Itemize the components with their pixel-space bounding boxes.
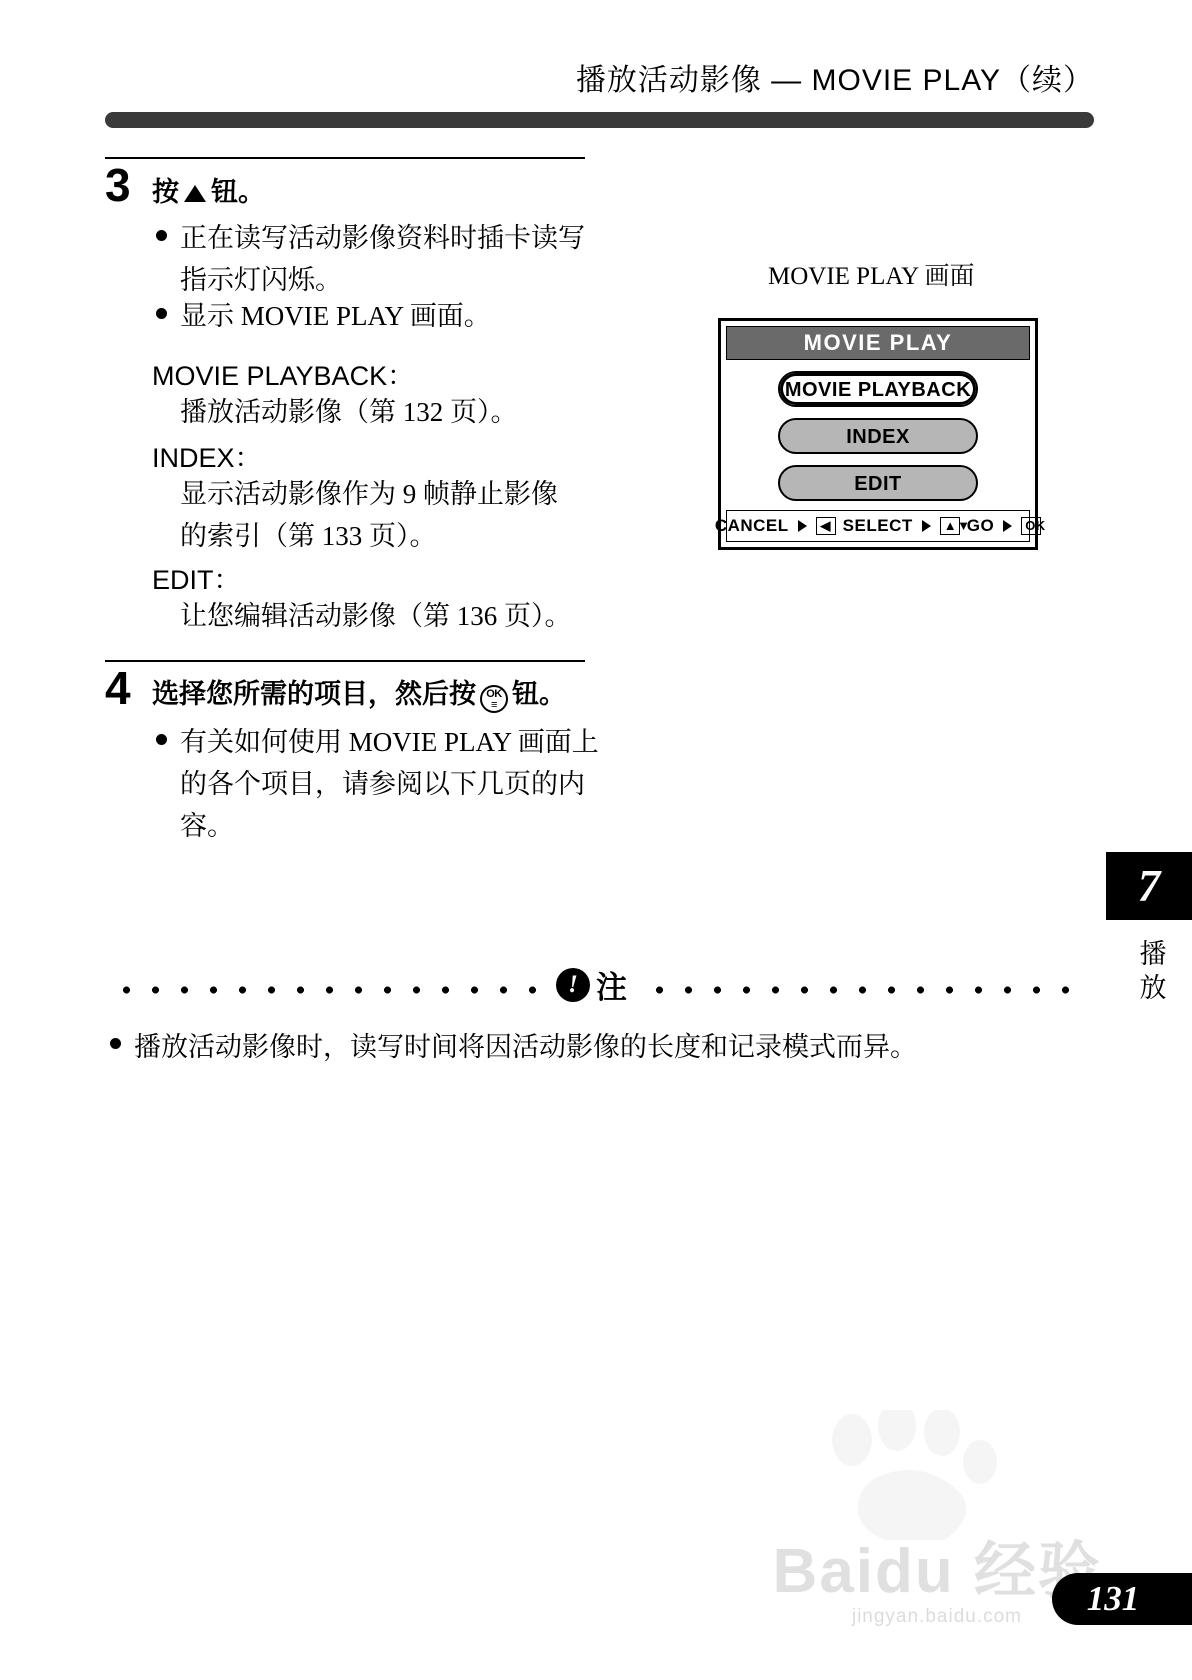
chapter-label: 播放 bbox=[1139, 939, 1167, 1003]
hint-go-key: OK bbox=[1021, 517, 1041, 535]
step4-number: 4 bbox=[105, 662, 131, 714]
step4-heading-pre: 选择您所需的项目，然后按 bbox=[152, 679, 476, 709]
note-dotted-left bbox=[112, 985, 542, 995]
lcd-footer-hints bbox=[714, 510, 1046, 542]
item-text-index-line2: 的索引（第 133 页）。 bbox=[180, 521, 437, 551]
step3-heading bbox=[152, 170, 265, 209]
arrow-right-icon bbox=[798, 520, 807, 532]
paw-watermark-icon bbox=[812, 1410, 1042, 1540]
item-text-edit: 让您编辑活动影像（第 136 页）。 bbox=[180, 601, 572, 631]
note-text-content: 播放活动影像时，读写时间将因活动影像的长度和记录模式而异。 bbox=[134, 1032, 917, 1062]
arrow-right-icon bbox=[1003, 520, 1012, 532]
arrow-right-icon bbox=[922, 520, 931, 532]
note-word: 注 bbox=[596, 970, 627, 1005]
bullet-dot-icon bbox=[156, 734, 167, 745]
ok-button-icon bbox=[480, 685, 508, 713]
hint-go-label: GO bbox=[966, 516, 995, 535]
hint-cancel-key: ◀ bbox=[816, 517, 836, 535]
lcd-menu-item-index[interactable]: INDEX bbox=[778, 418, 978, 454]
item-label-movie-playback: MOVIE PLAYBACK： bbox=[152, 361, 415, 391]
step4-bullet-line2: 的各个项目，请参阅以下几页的内 bbox=[180, 769, 585, 799]
step3-bullet-2-text: 显示 MOVIE PLAY 画面。 bbox=[180, 301, 491, 331]
movie-play-screen bbox=[714, 318, 1046, 550]
hint-select-label: SELECT bbox=[842, 516, 913, 535]
exclamation-icon: ! bbox=[556, 968, 590, 1002]
step3-bullet-1-line2: 指示灯闪烁。 bbox=[180, 265, 342, 295]
step3-number: 3 bbox=[105, 159, 131, 211]
step4-bullet-line3: 容。 bbox=[180, 811, 234, 841]
step4-bullet-line1: 有关如何使用 MOVIE PLAY 画面上 bbox=[180, 727, 599, 757]
ok-glyph-line2: ≡ bbox=[491, 699, 497, 711]
hint-cancel-label: CANCEL bbox=[714, 516, 789, 535]
step3-bullet-1-line1: 正在读写活动影像资料时插卡读写 bbox=[180, 223, 585, 253]
chapter-number-tab: 7 bbox=[1106, 852, 1192, 920]
step3-divider bbox=[105, 157, 585, 159]
item-label-index: INDEX： bbox=[152, 443, 262, 473]
lcd-caption: MOVIE PLAY 画面 bbox=[768, 263, 975, 290]
step4-heading bbox=[152, 672, 566, 713]
lcd-menu-item-movie-playback[interactable]: MOVIE PLAYBACK bbox=[778, 371, 978, 407]
lcd-menu bbox=[721, 360, 1035, 501]
step3-bullet-2 bbox=[180, 296, 600, 338]
step4-bullet-1 bbox=[180, 722, 610, 764]
bullet-dot-icon bbox=[156, 308, 167, 319]
watermark-main: Baidu 经验 bbox=[772, 1537, 1102, 1606]
item-text-movie-playback: 播放活动影像（第 132 页）。 bbox=[180, 397, 518, 427]
watermark-sub: jingyan.baidu.com bbox=[851, 1606, 1022, 1627]
step3-bullet-1 bbox=[180, 218, 600, 260]
up-triangle-icon bbox=[184, 185, 206, 202]
lcd-menu-item-edit[interactable]: EDIT bbox=[778, 465, 978, 501]
step4-bullet-1-cont2 bbox=[180, 806, 610, 848]
step3-heading-pre: 按 bbox=[152, 177, 179, 207]
step4-divider bbox=[105, 660, 585, 662]
step4-heading-post: 钮。 bbox=[512, 679, 566, 709]
note-dotted-right bbox=[645, 985, 1083, 995]
item-label-edit: EDIT： bbox=[152, 565, 241, 595]
header-rule bbox=[105, 112, 1094, 128]
note-text bbox=[112, 1025, 917, 1064]
bullet-dot-icon bbox=[156, 230, 167, 241]
page-number: 131 bbox=[1052, 1573, 1192, 1625]
item-text-index-line1: 显示活动影像作为 9 帧静止影像 bbox=[180, 479, 558, 509]
step3-heading-post: 钮。 bbox=[211, 177, 265, 207]
bullet-dot-icon bbox=[110, 1038, 121, 1049]
step4-bullet-1-cont1 bbox=[180, 764, 610, 806]
ok-glyph-line1: OK bbox=[486, 688, 502, 700]
lcd-title: MOVIE PLAY bbox=[726, 326, 1030, 360]
hint-select-key: ▲▼ bbox=[940, 517, 960, 535]
page-title: 播放活动影像 — MOVIE PLAY（续） bbox=[575, 64, 1094, 97]
note-marker bbox=[556, 962, 627, 1007]
